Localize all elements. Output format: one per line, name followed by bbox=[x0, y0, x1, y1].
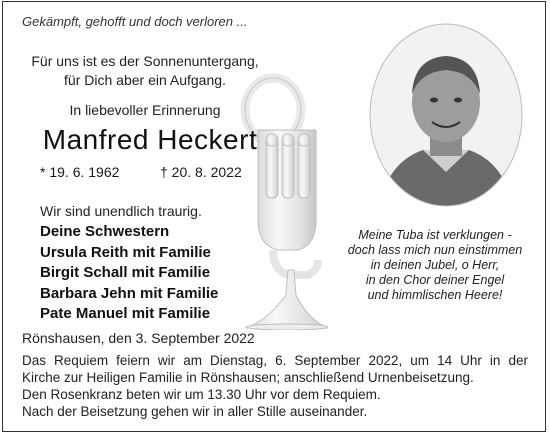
family-member: Barbara Jehn mit Familie bbox=[40, 284, 219, 302]
family-member: Birgit Schall mit Familie bbox=[40, 264, 211, 281]
family-member: Ursula Reith mit Familie bbox=[40, 243, 211, 261]
tuba-quote bbox=[330, 228, 540, 303]
verse-line: Für uns ist es der Sonnenuntergang, bbox=[31, 53, 259, 69]
service-notice bbox=[22, 352, 528, 420]
portrait-photo bbox=[368, 22, 524, 208]
notice-line: Nach der Beisetzung gehen wir in aller Stille auseinander. bbox=[22, 404, 368, 419]
notice-line: Den Rosenkranz beten wir um 13.30 Uhr vor dem Requiem. bbox=[22, 387, 381, 402]
family-list bbox=[40, 222, 218, 325]
tuba-illustration bbox=[228, 70, 338, 330]
quote-line: Meine Tuba ist verklungen - bbox=[358, 228, 512, 242]
deceased-name: Manfred Heckert bbox=[42, 124, 258, 155]
notice-line: Kirche zur Heiligen Familie in Rönshausen; anschließend Urnenbeisetzung. bbox=[22, 370, 474, 385]
place-date: Rönshausen, den 3. September 2022 bbox=[22, 330, 255, 346]
quote-line: in den Chor deiner Engel bbox=[365, 273, 505, 287]
death-date: † 20. 8. 2022 bbox=[160, 164, 242, 180]
quote-line: doch lass mich nun einstimmen bbox=[347, 243, 523, 257]
motto-text: Gekämpft, gehofft und doch verloren ... bbox=[22, 14, 248, 29]
family-member: Pate Manuel mit Familie bbox=[40, 305, 211, 322]
birth-date: * 19. 6. 1962 bbox=[40, 164, 120, 180]
memory-line: In liebevoller Erinnerung bbox=[69, 102, 221, 118]
family-member: Deine Schwestern bbox=[40, 223, 170, 240]
verse-line: für Dich aber ein Aufgang. bbox=[64, 72, 226, 88]
notice-line: Das Requiem feiern wir am Dienstag, 6. September 2022, um 14 Uhr in der bbox=[22, 353, 528, 368]
sad-line: Wir sind unendlich traurig. bbox=[40, 203, 202, 219]
quote-line: und himmlischen Heere! bbox=[367, 288, 503, 302]
quote-line: in deinen Jubel, o Herr, bbox=[370, 258, 500, 272]
